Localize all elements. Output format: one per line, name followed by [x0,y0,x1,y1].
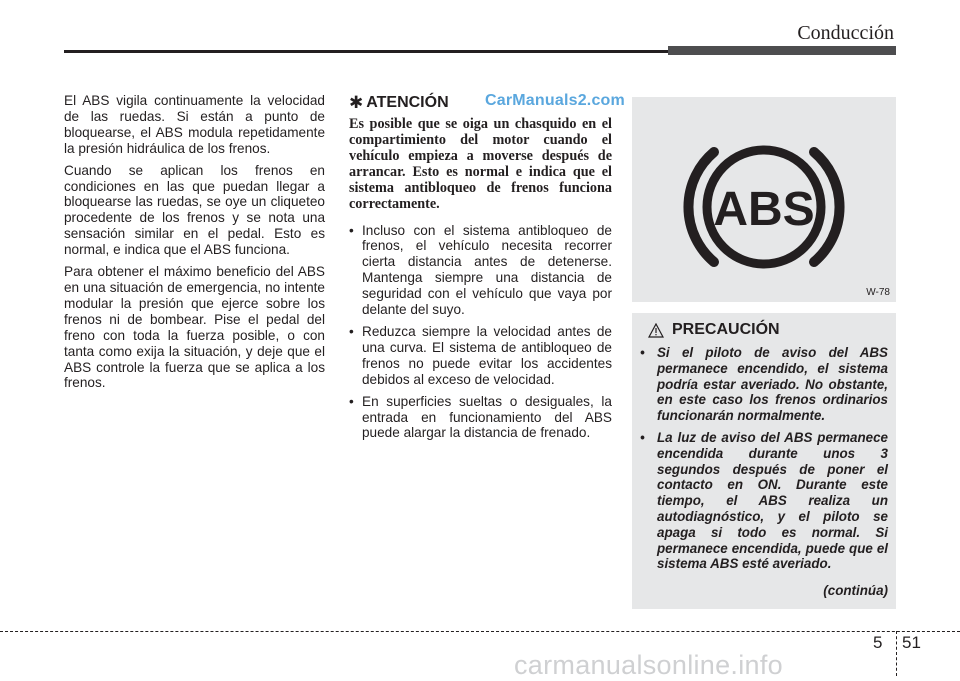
header-bar [668,46,896,55]
footer-separator [896,631,897,676]
list-item-text: La luz de aviso del ABS permanece encendida durante unos 3 segundos después de poner el contacto en ON. Durante este tiempo, el ABS realiza un autodiagnóstico, y el piloto se apaga si todo es normal. Si permanece encendida, puede que el sistema ABS esté averiado. [657,429,888,572]
attention-intro: Es posible que se oiga un chasquido en el compartimiento del motor cuando el vehículo empieza a moverse después de arrancar. Esto es normal e indica que el sistema antibloqueo de frenos funciona correctamente. [349,116,612,213]
page-title: Conducción [797,22,894,44]
footer-rule [0,631,960,632]
list-item [640,345,888,424]
footer-watermark[interactable]: carmanualsonline.info [514,650,783,680]
bullet-icon: • [349,393,354,409]
caution-heading [648,321,780,339]
list-item [349,223,612,318]
attention-section [349,92,625,447]
list-item-text: Si el piloto de aviso del ABS permanece encendido, el sistema podría estar averiado. No obstante, en este caso los frenos ordinarios funcionarán normalmente. [657,345,888,424]
list-item-text: En superficies sueltas o desiguales, la entrada en funcionamiento del ABS puede alargar la distancia de frenado. [362,393,612,441]
body-column-1 [64,93,325,397]
site-watermark[interactable]: CarManuals2.com [485,92,625,109]
paragraph: Cuando se aplican los frenos en condiciones en las que puedan llegar a bloquearse las ruedas, se oye un cliqueteo procedente de los frenos y se nota una sensación similar en el pedal. Esto es normal, e indica que el ABS funciona. [64,162,325,258]
list-item-text: Reduzca siempre la velocidad antes de una curva. El sistema de antibloqueo de frenos no puede evitar los accidentes debidos al exceso de velocidad. [362,324,612,387]
abs-icon-text: ABS [713,183,815,236]
bullet-icon: • [640,429,645,445]
attention-list [349,223,612,442]
caution-heading-text: PRECAUCIÓN [672,321,780,338]
star-icon: ✱ [349,93,364,112]
abs-warning-icon [632,97,896,302]
chapter-number: 5 [873,633,883,652]
header-rule [64,50,684,53]
list-item [349,394,612,442]
caution-box [632,313,896,609]
abs-warning-figure [632,97,896,302]
list-item-text: Incluso con el sistema antibloqueo de frenos, el vehículo necesita recorrer cierta distancia antes de detenerse. Mantenga siempre una distancia de seguridad con el vehículo que vaya por delante del suyo. [362,222,612,318]
attention-heading-text: ATENCIÓN [366,94,449,111]
bullet-icon: • [640,345,645,360]
paragraph: El ABS vigila continuamente la velocidad de las ruedas. Si están a punto de bloquearse, el ABS modula repetidamente la presión hidráulica de los frenos. [64,93,325,156]
list-item [349,324,612,388]
paragraph: Para obtener el máximo beneficio del ABS en una situación de emergencia, no intente modular la presión que ejerce sobre los frenos ni de bombear. Pise el pedal del freno con toda la fuerza posible, o con tanta como exija la situación, y deje que el ABS controle la fuerza que se aplica a los frenos. [64,264,325,391]
warning-triangle-icon [648,323,664,338]
bullet-icon: • [349,324,354,339]
page-number: 51 [902,633,921,652]
caution-list [640,345,888,578]
figure-label: W-78 [866,287,890,298]
continued-note: (continúa) [823,583,888,598]
list-item [640,430,888,572]
bullet-icon: • [349,222,354,238]
